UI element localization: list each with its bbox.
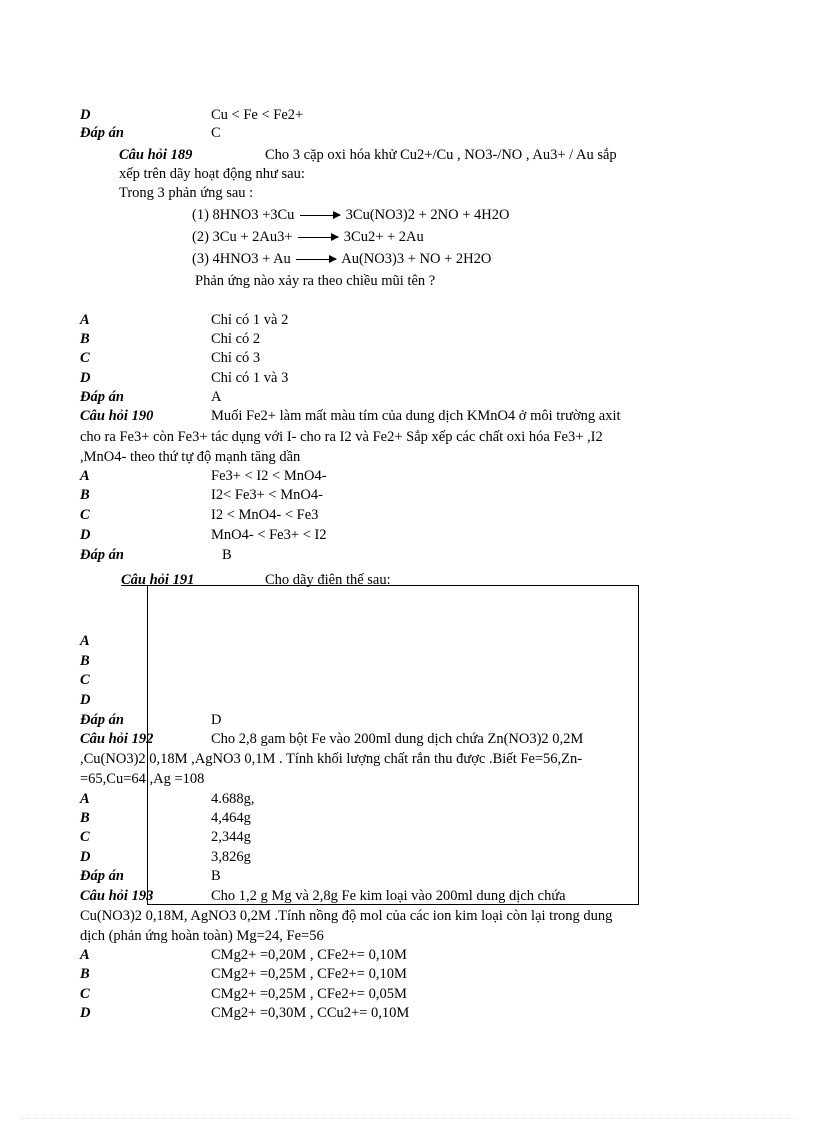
question-190-text-3: ,MnO4- theo thứ tự độ mạnh tăng dần (80, 449, 301, 465)
option-c-label: C (80, 829, 90, 845)
option-b-label: B (80, 487, 90, 503)
option-d-text: CMg2+ =0,30M , CCu2+= 0,10M (211, 1005, 410, 1021)
option-c-label: C (80, 507, 90, 523)
option-b-text: Chỉ có 2 (211, 331, 261, 347)
option-b-label: B (80, 331, 90, 347)
question-193-text-2: Cu(NO3)2 0,18M, AgNO3 0,2M .Tính nồng độ mol của các ion kim loại còn lại trong dung (80, 908, 613, 924)
reaction-1 (192, 206, 509, 224)
option-a-label: A (80, 468, 90, 484)
option-d-label: D (80, 527, 91, 543)
option-d-label: D (80, 107, 91, 123)
option-c-text: 2,344g (211, 829, 251, 845)
option-c-label: C (80, 986, 90, 1002)
option-a-label: A (80, 791, 90, 807)
reaction-1-right: 3Cu(NO3)2 + 2NO + 4H2O (345, 207, 510, 223)
option-d-text: Cu < Fe < Fe2+ (211, 107, 304, 123)
option-b-text: I2< Fe3+ < MnO4- (211, 487, 323, 503)
question-191-title: Câu hỏi 191 (121, 572, 195, 588)
reaction-3-right: Au(NO3)3 + NO + 2H2O (341, 251, 492, 267)
option-d-text: Chỉ có 1 và 3 (211, 370, 289, 386)
question-189-line-3: Trong 3 phản ứng sau : (119, 185, 254, 201)
question-189-intro: Cho 3 cặp oxi hóa khử Cu2+/Cu , NO3-/NO , Au3+ / Au sắp (265, 147, 617, 163)
answer-label: Đáp án (80, 125, 124, 141)
question-193-text-1: Cho 1,2 g Mg và 2,8g Fe kim loại vào 200ml dung dịch chứa (211, 888, 566, 904)
option-a-text: CMg2+ =0,20M , CFe2+= 0,10M (211, 947, 407, 963)
option-d-label: D (80, 692, 91, 708)
option-a-label: A (80, 633, 90, 649)
option-c-text: Chỉ có 3 (211, 350, 261, 366)
question-193-text-3: dịch (phản ứng hoàn toàn) Mg=24, Fe=56 (80, 928, 324, 944)
question-192-text-2: ,Cu(NO3)2 0,18M ,AgNO3 0,1M . Tính khối lượng chất rắn thu được .Biết Fe=56,Zn- (80, 751, 583, 767)
option-c-text: CMg2+ =0,25M , CFe2+= 0,05M (211, 986, 407, 1002)
question-193-title: Câu hỏi 193 (80, 888, 154, 904)
arrow-right-icon (300, 215, 340, 216)
option-c-label: C (80, 350, 90, 366)
option-d-label: D (80, 849, 91, 865)
answer-value: D (211, 712, 222, 728)
answer-label: Đáp án (80, 712, 124, 728)
page-edge-divider (20, 1118, 796, 1119)
question-192-text-3: =65,Cu=64 ,Ag =108 (80, 771, 205, 787)
question-190-title: Câu hỏi 190 (80, 408, 154, 424)
option-d-text: MnO4- < Fe3+ < I2 (211, 527, 327, 543)
reaction-2-right: 3Cu2+ + 2Au (343, 229, 424, 245)
question-192-text-1: Cho 2,8 gam bột Fe vào 200ml dung dịch chứa Zn(NO3)2 0,2M (211, 731, 584, 747)
question-189-title: Câu hỏi 189 (119, 147, 193, 163)
answer-label: Đáp án (80, 868, 124, 884)
question-189-intro-2: xếp trên dãy hoạt động như sau: (119, 166, 305, 182)
arrow-right-icon (298, 237, 338, 238)
reaction-2 (192, 228, 424, 246)
option-a-text: Fe3+ < I2 < MnO4- (211, 468, 327, 484)
question-190-text-1: Muối Fe2+ làm mất màu tím của dung dịch KMnO4 ở môi trường axit (211, 408, 621, 424)
reaction-2-left: (2) 3Cu + 2Au3+ (192, 229, 293, 245)
question-189-prompt: Phản ứng nào xảy ra theo chiều mũi tên ? (195, 273, 436, 289)
option-b-label: B (80, 810, 90, 826)
question-192-title: Câu hỏi 192 (80, 731, 154, 747)
option-c-label: C (80, 672, 90, 688)
answer-value: B (222, 547, 232, 563)
option-d-text: 3,826g (211, 849, 251, 865)
option-b-text: CMg2+ =0,25M , CFe2+= 0,10M (211, 966, 407, 982)
option-a-label: A (80, 312, 90, 328)
option-c-text: I2 < MnO4- < Fe3 (211, 507, 319, 523)
option-b-label: B (80, 966, 90, 982)
reaction-3-left: (3) 4HNO3 + Au (192, 251, 291, 267)
question-190-text-2: cho ra Fe3+ còn Fe3+ tác dụng với I- cho ra I2 và Fe2+ Sắp xếp các chất oxi hóa Fe3+ ,I2 (80, 429, 603, 445)
reaction-3 (192, 250, 491, 268)
answer-value: A (211, 389, 222, 405)
option-a-label: A (80, 947, 90, 963)
option-a-text: Chỉ có 1 và 2 (211, 312, 289, 328)
option-b-label: B (80, 653, 90, 669)
answer-label: Đáp án (80, 389, 124, 405)
option-d-label: D (80, 1005, 91, 1021)
question-191-text: Cho dãy điên thế sau: (265, 572, 391, 588)
option-d-label: D (80, 370, 91, 386)
option-b-text: 4,464g (211, 810, 251, 826)
answer-value: B (211, 868, 221, 884)
option-a-text: 4.688g, (211, 791, 255, 807)
answer-value: C (211, 125, 221, 141)
arrow-right-icon (296, 259, 336, 260)
answer-label: Đáp án (80, 547, 124, 563)
reaction-1-left: (1) 8HNO3 +3Cu (192, 207, 295, 223)
